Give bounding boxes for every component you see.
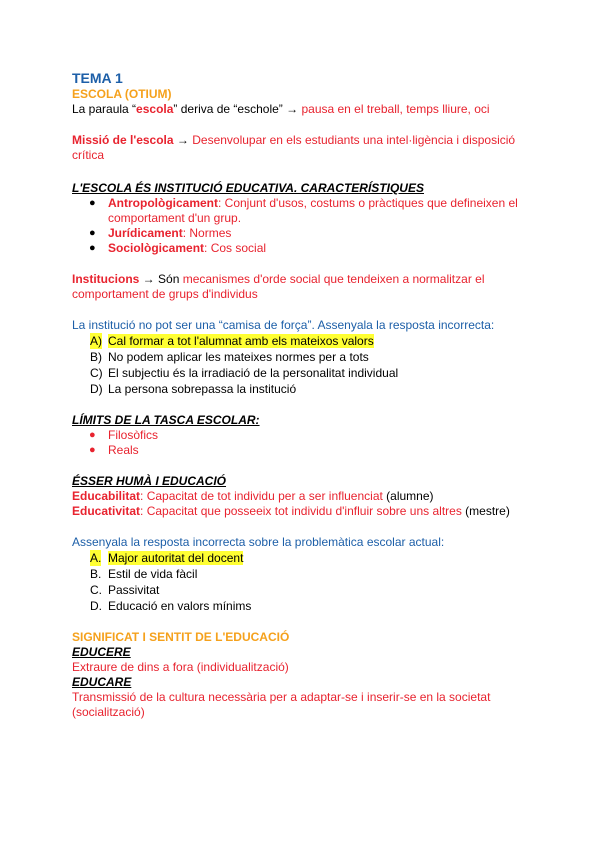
question-1: La institució no pot ser una “camisa de força”. Assenyala la resposta incorrecta: xyxy=(72,318,495,332)
bullet-icon: ● xyxy=(89,227,96,239)
list-item: ● Antropològicament: Conjunt d'usos, costums o pràctiques que defineixen el comportament d'un grup. xyxy=(89,196,518,225)
option-text: Estil de vida fàcil xyxy=(108,567,198,581)
option-d: D. Educació en valors mínims xyxy=(90,599,252,613)
missio-definition: Desenvolupar en els estudiants una intel·ligència i disposició crítica xyxy=(72,133,516,162)
item-label: Sociològicament xyxy=(108,241,205,255)
option-b: B) No podem aplicar les mateixes normes per a tots xyxy=(90,350,369,364)
escola-heading: ESCOLA (OTIUM) xyxy=(72,87,172,101)
list-item: ● Sociològicament: Cos social xyxy=(89,241,267,255)
educabilitat-line: Educabilitat: Capacitat de tot individu per a ser influenciat (alumne) xyxy=(72,489,434,503)
bullet-icon: ● xyxy=(89,429,96,441)
bullet-icon: ● xyxy=(89,444,96,456)
item-text: Normes xyxy=(189,226,232,240)
option-text: Major autoritat del docent xyxy=(108,551,244,565)
institucions-label: Institucions xyxy=(72,272,140,286)
missio-label: Missió de l'escola xyxy=(72,133,174,147)
bullet-icon: ● xyxy=(89,242,96,254)
list-item: ● Reals xyxy=(89,443,139,457)
option-text: No podem aplicar les mateixes normes per a tots xyxy=(108,350,369,364)
option-text: El subjectiu és la irradiació de la personalitat individual xyxy=(108,366,399,380)
limits-heading: LÍMITS DE LA TASCA ESCOLAR: xyxy=(72,413,260,427)
list-item: ● Jurídicament: Normes xyxy=(89,226,232,240)
esser-heading: ÉSSER HUMÀ I EDUCACIÓ xyxy=(72,474,227,488)
institucions-definition: mecanismes d'orde social que tendeixen a normalitzar el comportament de grups d'individus xyxy=(72,272,485,301)
option-a: A) Cal formar a tot l'alumnat amb els mateixos valors xyxy=(90,334,374,348)
caracteristiques-list xyxy=(72,196,542,256)
educare-definition: Transmissió de la cultura necessària per a adaptar-se i inserir-se en la societat (socialització) xyxy=(72,690,491,719)
educare-term: EDUCARE xyxy=(72,675,132,689)
option-c: C. Passivitat xyxy=(90,583,160,597)
caracteristiques-heading: L'ESCOLA ÉS INSTITUCIÓ EDUCATIVA. CARACTERÍSTIQUES xyxy=(72,181,424,195)
item-text: Conjunt d'usos, costums o pràctiques que defineixen el comportament d'un grup. xyxy=(108,196,518,225)
option-text: Passivitat xyxy=(108,583,160,597)
option-text: La persona sobrepassa la institució xyxy=(108,382,297,396)
document-page xyxy=(72,70,542,720)
missio-arrow: → xyxy=(173,133,193,147)
list-item: ● Filosòfics xyxy=(89,428,159,442)
question-1-options xyxy=(72,333,542,397)
item-text: Cos social xyxy=(210,241,267,255)
option-text: Educació en valors mínims xyxy=(108,599,252,613)
question-2-options xyxy=(72,550,542,614)
paraula-mid: ” deriva de “eschole” → xyxy=(173,102,302,116)
limits-list xyxy=(72,428,542,458)
page-title: TEMA 1 xyxy=(72,70,123,86)
educativitat-line: Educativitat: Capacitat que posseeix tot individu d'influir sobre uns altres (mestre) xyxy=(72,504,510,518)
option-a: A. Major autoritat del docent xyxy=(90,551,244,565)
missio-line xyxy=(72,133,542,163)
educere-term: EDUCERE xyxy=(72,645,131,659)
paraula-definition: pausa en el treball, temps lliure, oci xyxy=(301,102,490,116)
paraula-word: escola xyxy=(136,102,174,116)
option-b: B. Estil de vida fàcil xyxy=(90,567,198,581)
bullet-icon: ● xyxy=(89,197,96,209)
option-c: C) El subjectiu és la irradiació de la personalitat individual xyxy=(90,366,399,380)
question-2: Assenyala la resposta incorrecta sobre la problemàtica escolar actual: xyxy=(72,535,445,549)
significat-heading: SIGNIFICAT I SENTIT DE L'EDUCACIÓ xyxy=(72,630,290,644)
educere-definition: Extraure de dins a fora (individualització) xyxy=(72,660,289,674)
institucions-line: Institucions → Són mecanismes d'orde social que tendeixen a normalitzar el comportament de grups d'individus xyxy=(72,272,485,301)
item-label: Antropològicament xyxy=(108,196,218,210)
item-label: Jurídicament xyxy=(108,226,183,240)
paraula-line xyxy=(72,102,542,117)
paraula-pre: La paraula “ xyxy=(72,102,137,116)
option-d: D) La persona sobrepassa la institució xyxy=(90,382,297,396)
option-text: Cal formar a tot l'alumnat amb els mateixos valors xyxy=(108,334,374,348)
